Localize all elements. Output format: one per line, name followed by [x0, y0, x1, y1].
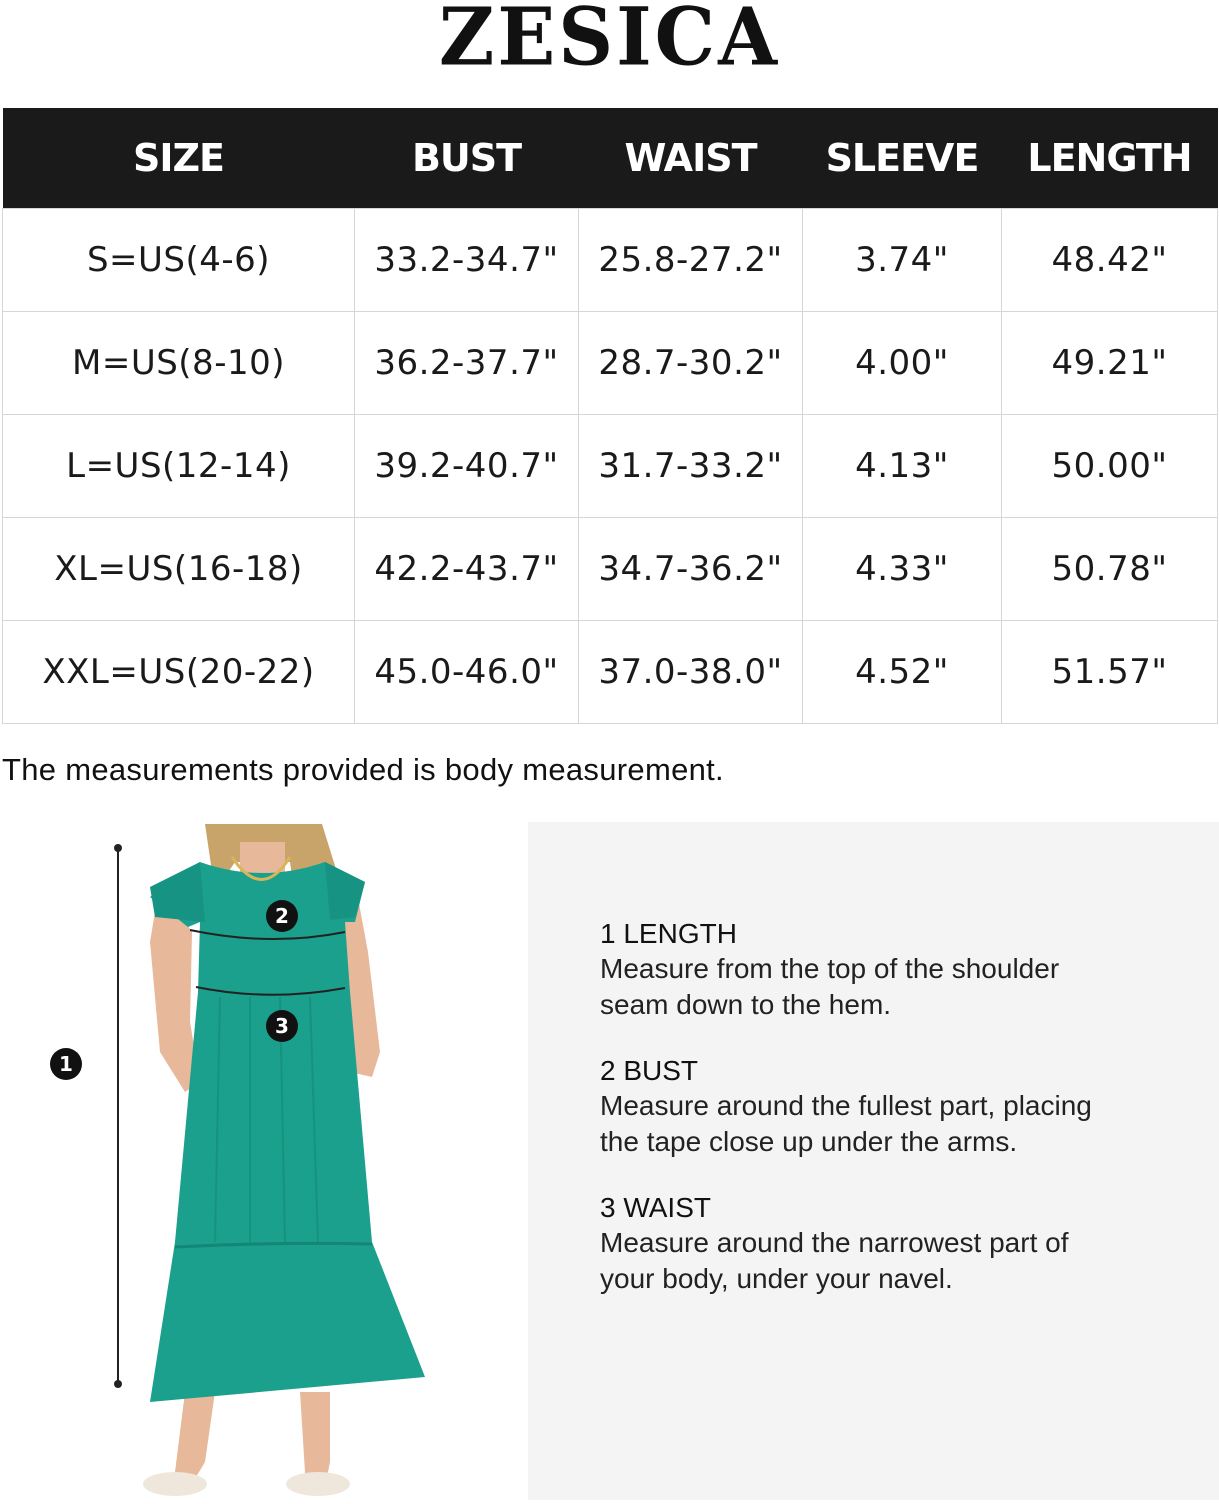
brand-logo: ZESICA [438, 0, 781, 84]
header-bust: BUST [355, 108, 579, 209]
guide-desc-line: Measure from the top of the shoulder [600, 953, 1060, 984]
dress-figure [0, 822, 520, 1500]
sleeve-cell: 3.74" [803, 209, 1002, 312]
guide-title: 3 WAIST [600, 1192, 711, 1223]
header-length: LENGTH [1002, 108, 1218, 209]
sleeve-cell: 4.00" [803, 312, 1002, 415]
header-sleeve: SLEEVE [803, 108, 1002, 209]
guide-title: 1 LENGTH [600, 918, 737, 949]
size-cell: XL=US(16-18) [3, 518, 355, 621]
bust-cell: 42.2-43.7" [355, 518, 579, 621]
guide-length [600, 917, 1200, 1023]
waist-cell: 25.8-27.2" [579, 209, 803, 312]
measurement-guide-panel [528, 822, 1219, 1500]
length-cell: 48.42" [1002, 209, 1218, 312]
size-cell: M=US(8-10) [3, 312, 355, 415]
waist-cell: 31.7-33.2" [579, 415, 803, 518]
bust-cell: 36.2-37.7" [355, 312, 579, 415]
guide-title: 2 BUST [600, 1055, 699, 1086]
guide-bust [600, 1054, 1200, 1160]
marker-waist: 3 [266, 1010, 298, 1042]
header-size: SIZE [3, 108, 355, 209]
bust-cell: 33.2-34.7" [355, 209, 579, 312]
sleeve-cell: 4.13" [803, 415, 1002, 518]
waist-cell: 37.0-38.0" [579, 621, 803, 724]
marker-bust: 2 [266, 900, 298, 932]
guide-desc-line: seam down to the hem. [600, 989, 892, 1020]
length-cell: 49.21" [1002, 312, 1218, 415]
sleeve-cell: 4.52" [803, 621, 1002, 724]
bust-cell: 39.2-40.7" [355, 415, 579, 518]
table-row [3, 209, 1218, 312]
size-cell: S=US(4-6) [3, 209, 355, 312]
guide-waist [600, 1191, 1200, 1297]
waist-cell: 28.7-30.2" [579, 312, 803, 415]
bust-cell: 45.0-46.0" [355, 621, 579, 724]
table-row [3, 621, 1218, 724]
dress-illustration [0, 822, 520, 1500]
sleeve-cell: 4.33" [803, 518, 1002, 621]
length-cell: 51.57" [1002, 621, 1218, 724]
guide-desc-line: the tape close up under the arms. [600, 1126, 1018, 1157]
table-row [3, 312, 1218, 415]
size-cell: L=US(12-14) [3, 415, 355, 518]
table-header-row [3, 108, 1218, 209]
size-chart-table [2, 108, 1218, 724]
guide-desc-line: Measure around the fullest part, placing [600, 1090, 1092, 1121]
table-row [3, 518, 1218, 621]
guide-desc-line: your body, under your navel. [600, 1263, 953, 1294]
length-cell: 50.00" [1002, 415, 1218, 518]
header-waist: WAIST [579, 108, 803, 209]
waist-cell: 34.7-36.2" [579, 518, 803, 621]
length-cell: 50.78" [1002, 518, 1218, 621]
size-cell: XXL=US(20-22) [3, 621, 355, 724]
marker-length: 1 [50, 1048, 82, 1080]
table-row [3, 415, 1218, 518]
measurement-note: The measurements provided is body measurement. [2, 752, 724, 787]
guide-desc-line: Measure around the narrowest part of [600, 1227, 1069, 1258]
